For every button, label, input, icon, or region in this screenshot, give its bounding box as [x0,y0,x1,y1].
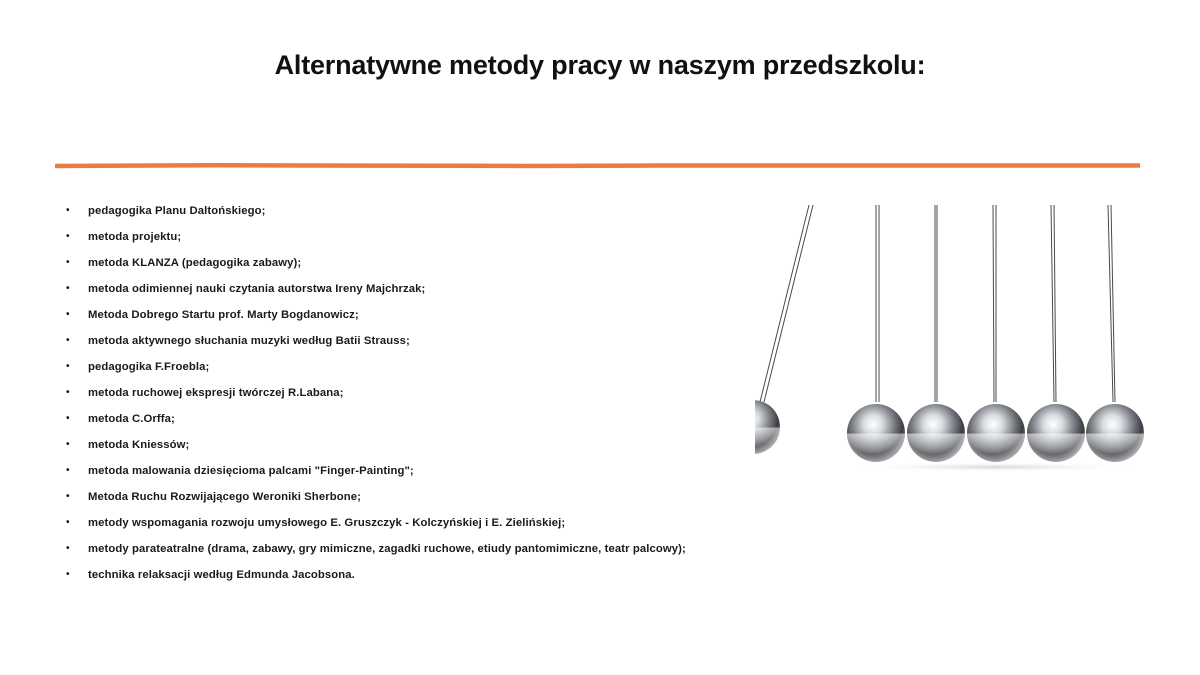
list-item: • metody parateatralne (drama, zabawy, gry mimiczne, zagadki ruchowe, etiudy pantomimiczne, teatr palcowy); [66,543,686,555]
list-item: • Metoda Ruchu Rozwijającego Weroniki Sherbone; [66,491,686,503]
list-item: • metoda projektu; [66,231,686,243]
list-item: • Metoda Dobrego Startu prof. Marty Bogdanowicz; [66,309,686,321]
list-item: • metoda C.Orffa; [66,413,686,425]
list-item: • metoda odimiennej nauki czytania autorstwa Ireny Majchrzak; [66,283,686,295]
list-item: • metoda ruchowej ekspresji twórczej R.Labana; [66,387,686,399]
slide-title: Alternatywne metody pracy w naszym przedszkolu: [274,50,926,80]
list-item: • technika relaksacji według Edmunda Jacobsona. [66,569,686,581]
list-item: • metoda Kniessów; [66,439,686,451]
list-item: • pedagogika F.Froebla; [66,361,686,373]
list-item: • metoda KLANZA (pedagogika zabawy); [66,257,686,269]
list-item: • metoda aktywnego słuchania muzyki według Batii Strauss; [66,335,686,347]
list-item: • pedagogika Planu Daltońskiego; [66,205,686,217]
list-item: • metoda malowania dziesięcioma palcami "Finger-Painting"; [66,465,686,477]
newtons-cradle-icon [755,205,1145,475]
list-item: • metody wspomagania rozwoju umysłowego E. Gruszczyk - Kolczyńskiej i E. Zielińskiej; [66,517,686,529]
orange-divider [55,162,1140,169]
methods-list [66,205,686,595]
